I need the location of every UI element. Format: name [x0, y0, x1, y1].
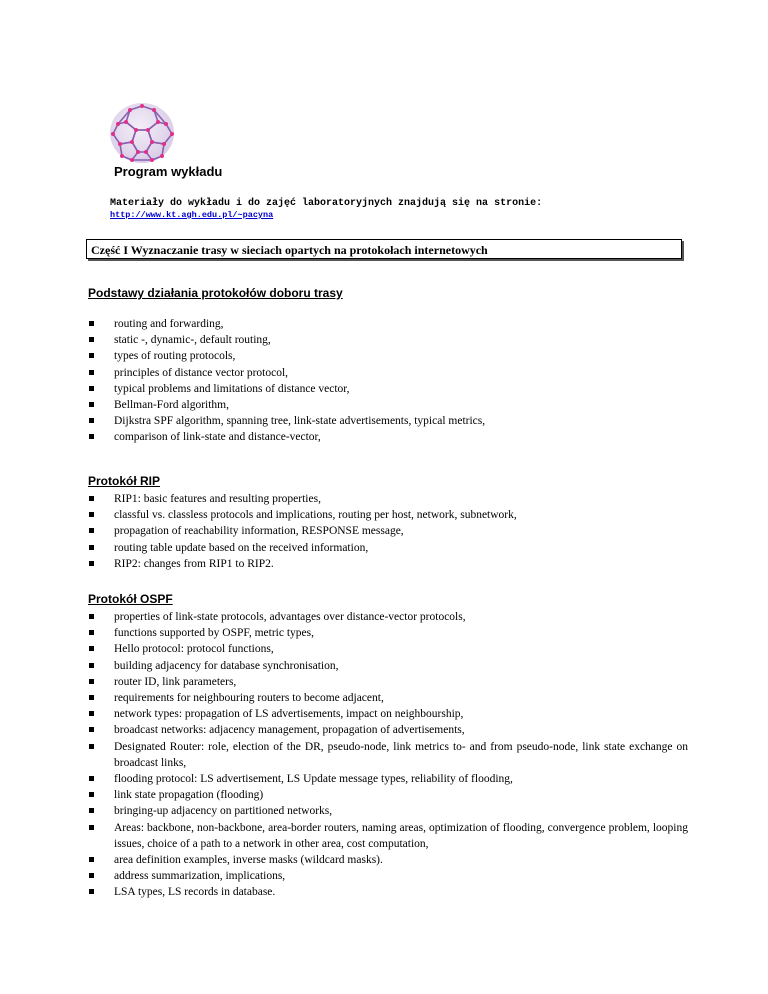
section-heading: Protokół RIP: [88, 474, 161, 488]
list-item: routing and forwarding,: [88, 316, 688, 332]
list-item: RIP1: basic features and resulting properties,: [88, 491, 688, 507]
list-item: principles of distance vector protocol,: [88, 365, 688, 381]
list-item: comparison of link-state and distance-vector,: [88, 429, 688, 445]
list-item: properties of link-state protocols, advantages over distance-vector protocols,: [88, 609, 688, 625]
bullet-list: [88, 316, 688, 446]
list-item: Hello protocol: protocol functions,: [88, 641, 688, 657]
section-heading: Podstawy działania protokołów doboru trasy: [88, 286, 343, 300]
list-item: types of routing protocols,: [88, 348, 688, 364]
list-item: building adjacency for database synchronisation,: [88, 658, 688, 674]
list-item: broadcast networks: adjacency management, propagation of advertisements,: [88, 722, 688, 738]
list-item: propagation of reachability information, RESPONSE message,: [88, 523, 688, 539]
list-item: LSA types, LS records in database.: [88, 884, 688, 900]
list-item: static -, dynamic-, default routing,: [88, 332, 688, 348]
list-item: requirements for neighbouring routers to become adjacent,: [88, 690, 688, 706]
list-item: link state propagation (flooding): [88, 787, 688, 803]
bullet-list: [88, 609, 688, 901]
section-heading: Protokół OSPF: [88, 592, 173, 606]
list-item: flooding protocol: LS advertisement, LS Update message types, reliability of flooding,: [88, 771, 688, 787]
list-item: classful vs. classless protocols and implications, routing per host, network, subnetwork,: [88, 507, 688, 523]
list-item: Designated Router: role, election of the DR, pseudo-node, link metrics to- and from pseudo-node, link state exchange on broadcast links,: [88, 739, 688, 771]
section-ospf: [88, 592, 688, 901]
list-item: Areas: backbone, non-backbone, area-border routers, naming areas, optimization of flooding, convergence problem, looping issues, choice of a path to a network in other area, cost computation,: [88, 820, 688, 852]
list-item: routing table update based on the received information,: [88, 540, 688, 556]
list-item: Dijkstra SPF algorithm, spanning tree, link-state advertisements, typical metrics,: [88, 413, 688, 429]
section-routing-basics: [88, 286, 688, 446]
list-item: Bellman-Ford algorithm,: [88, 397, 688, 413]
part-heading-box: Część I Wyznaczanie trasy w sieciach opartych na protokołach internetowych: [86, 239, 682, 259]
materials-text: Materiały do wykładu i do zajęć laboratoryjnych znajdują się na stronie:: [110, 198, 543, 209]
list-item: address summarization, implications,: [88, 868, 688, 884]
list-item: router ID, link parameters,: [88, 674, 688, 690]
list-item: network types: propagation of LS advertisements, impact on neighbourship,: [88, 706, 688, 722]
list-item: typical problems and limitations of distance vector,: [88, 381, 688, 397]
section-rip: [88, 474, 688, 572]
list-item: RIP2: changes from RIP1 to RIP2.: [88, 556, 688, 572]
course-link[interactable]: http://www.kt.agh.edu.pl/~pacyna: [110, 210, 274, 220]
list-item: functions supported by OSPF, metric types,: [88, 625, 688, 641]
list-item: bringing-up adjacency on partitioned networks,: [88, 803, 688, 819]
list-item: area definition examples, inverse masks (wildcard masks).: [88, 852, 688, 868]
page-title: Program wykładu: [114, 164, 223, 179]
bullet-list: [88, 491, 688, 572]
molecule-logo-icon: [104, 100, 184, 168]
